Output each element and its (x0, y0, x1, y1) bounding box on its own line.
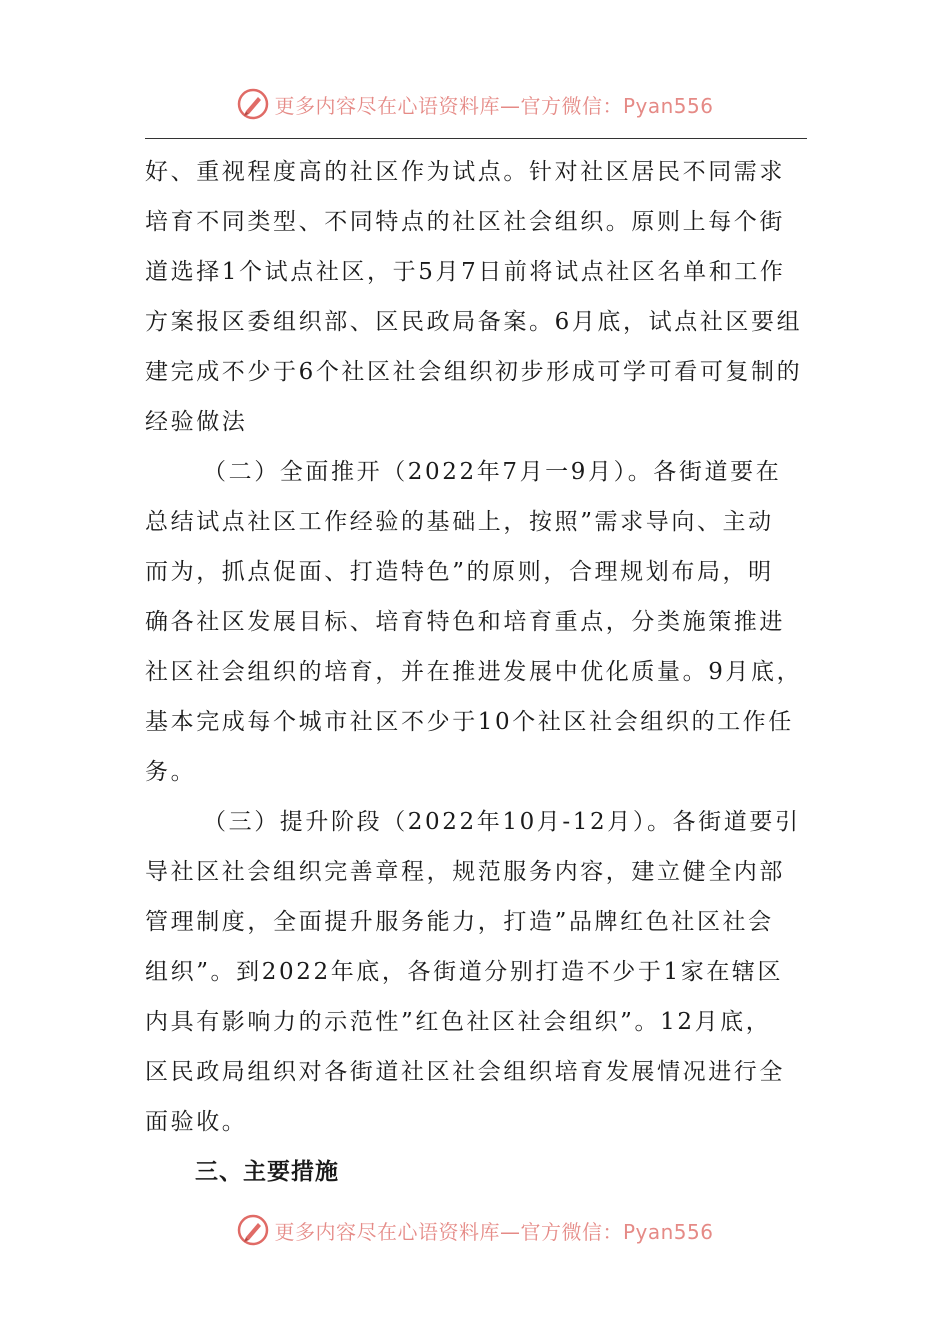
body-line: 导社区社会组织完善章程，规范服务内容，建立健全内部 (145, 859, 785, 885)
body-line: 总结试点社区工作经验的基础上，按照”需求导向、主动 (145, 509, 774, 535)
body-line: 而为，抓点促面、打造特色”的原则，合理规划布局，明 (145, 559, 774, 585)
body-line: 确各社区发展目标、培育特色和培育重点，分类施策推进 (145, 609, 785, 635)
body-line: 道选择1个试点社区，于5月7日前将试点社区名单和工作 (145, 259, 786, 285)
paragraph-heading-phase-3: （三）提升阶段（2022年10月-12月）。各街道要引 (203, 809, 801, 835)
body-line: 组织”。到2022年底，各街道分别打造不少于1家在辖区 (145, 959, 784, 985)
body-line: 基本完成每个城市社区不少于10个社区社会组织的工作任 (145, 709, 794, 735)
header-watermark (0, 82, 950, 126)
body-line: 区民政局组织对各街道社区社会组织培育发展情况进行全 (145, 1059, 785, 1085)
paragraph-heading-phase-2: （二）全面推开（2022年7月一9月）。各街道要在 (203, 459, 782, 485)
header-divider (145, 138, 807, 139)
body-line: 面验收。 (145, 1109, 248, 1135)
body-line: 培育不同类型、不同特点的社区社会组织。原则上每个街 (145, 209, 785, 235)
footer-watermark-text: 更多内容尽在心语资料库—官方微信：Pyan556 (274, 1219, 714, 1244)
pen-circle-icon (236, 1213, 270, 1247)
pen-circle-icon (236, 87, 270, 121)
body-line: 务。 (145, 759, 197, 785)
document-body (145, 147, 807, 1197)
body-line: 内具有影响力的示范性”红色社区社会组织”。12月底， (145, 1009, 772, 1035)
section-heading: 三、主要措施 (195, 1159, 339, 1185)
body-line: 好、重视程度高的社区作为试点。针对社区居民不同需求 (145, 159, 785, 185)
body-line: 社区社会组织的培育，并在推进发展中优化质量。9月底， (145, 659, 803, 685)
body-line: 管理制度，全面提升服务能力，打造”品牌红色社区社会 (145, 909, 774, 935)
body-line: 经验做法 (145, 409, 248, 435)
body-line: 建完成不少于6个社区社会组织初步形成可学可看可复制的 (145, 359, 803, 385)
footer-watermark (0, 1208, 950, 1252)
header-watermark-text: 更多内容尽在心语资料库—官方微信：Pyan556 (274, 93, 714, 118)
body-line: 方案报区委组织部、区民政局备案。6月底，试点社区要组 (145, 309, 803, 335)
